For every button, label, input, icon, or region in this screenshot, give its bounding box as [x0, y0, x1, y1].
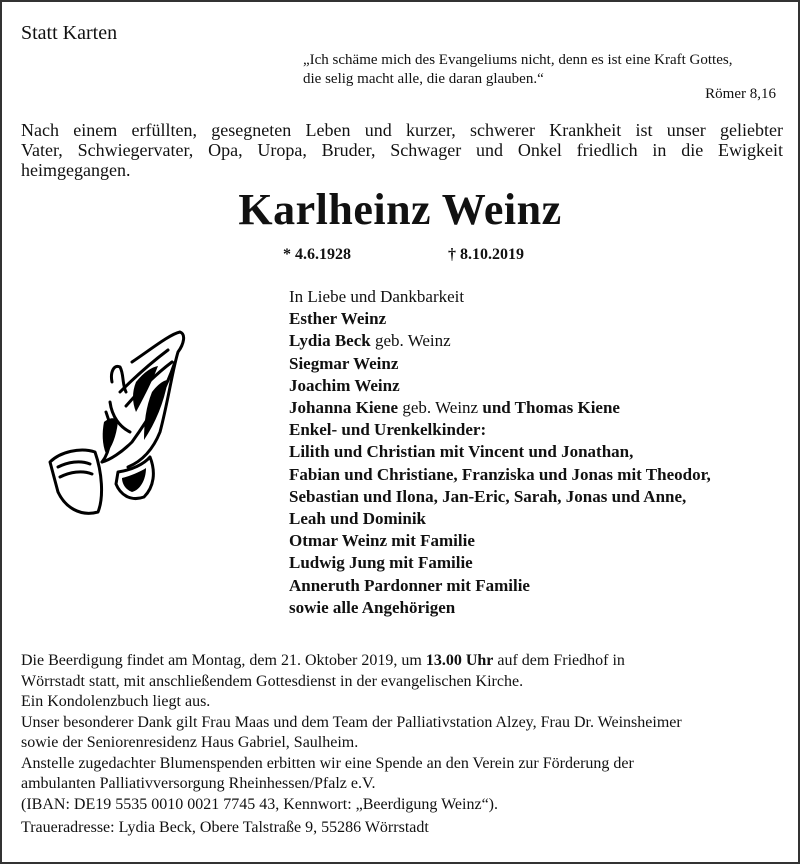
mourner-entry: Enkel- und Urenkelkinder:	[289, 420, 487, 440]
mourner-entry: Anneruth Pardonner mit Familie	[289, 575, 530, 595]
header-title: Statt Karten	[21, 22, 118, 44]
intro-line: Nach einem erfüllten, gesegneten Leben und kurzer, schwerer Krankheit ist unser geliebter	[21, 120, 783, 140]
mourner-entry: Joachim Weinz	[289, 375, 400, 395]
mourner-entry: Lilith und Christian mit Vincent und Jonathan,	[289, 442, 634, 462]
info-line: Wörrstadt statt, mit anschließendem Gottesdienst in der evangelischen Kirche.	[21, 672, 524, 690]
info-line: Ein Kondolenzbuch liegt aus.	[21, 693, 211, 710]
info-line: Unser besonderer Dank gilt Frau Maas und dem Team der Palliativstation Alzey, Frau Dr. Weinsheimer	[21, 713, 682, 731]
mourner-entry: Esther Weinz	[289, 309, 387, 329]
mourner-entry: Fabian und Christiane, Franziska und Jonas mit Theodor,	[289, 464, 711, 484]
mourner-entry: Otmar Weinz mit Familie	[289, 531, 475, 551]
mourner-entry: sowie alle Angehörigen	[289, 597, 456, 617]
deceased-name: Karlheinz Weinz	[238, 185, 562, 234]
quote-reference: Römer 8,16	[705, 86, 776, 102]
info-line: sowie der Seniorenresidenz Haus Gabriel, Saulheim.	[21, 734, 359, 751]
bible-quote	[303, 51, 732, 89]
intro-paragraph	[21, 120, 783, 180]
mourning-address: Traueradresse: Lydia Beck, Obere Talstraße 9, 55286 Wörrstadt	[21, 819, 429, 836]
quote-line: die selig macht alle, die daran glauben.“	[303, 71, 544, 87]
mourner-entry: Sebastian und Ilona, Jan-Eric, Sarah, Jonas und Anne,	[289, 486, 687, 506]
info-line: (IBAN: DE19 5535 0010 0021 7745 43, Kennwort: „Beerdigung Weinz“).	[21, 795, 498, 813]
praying-hands-icon	[40, 322, 190, 522]
info-line: Die Beerdigung findet am Montag, dem 21. Oktober 2019, um 13.00 Uhr auf dem Friedhof in	[21, 652, 625, 669]
mourner-entry: Lydia Beck geb. Weinz	[289, 331, 451, 351]
mourner-entry: Leah und Dominik	[289, 509, 426, 529]
intro-line: Vater, Schwiegervater, Opa, Uropa, Bruder, Schwager und Onkel friedlich in die Ewigkeit	[21, 140, 783, 160]
mourners-heading: In Liebe und Dankbarkeit	[289, 287, 465, 306]
death-date: † 8.10.2019	[448, 246, 524, 263]
mourners-list	[289, 286, 711, 619]
mourner-entry: Johanna Kiene geb. Weinz und Thomas Kiene	[289, 398, 620, 418]
info-line: ambulanten Palliativversorgung Rheinhessen/Pfalz e.V.	[21, 775, 376, 792]
mourner-entry: Ludwig Jung mit Familie	[289, 553, 473, 573]
intro-line: heimgegangen.	[21, 160, 131, 180]
mourner-entry: Siegmar Weinz	[289, 353, 399, 373]
info-line: Anstelle zugedachter Blumenspenden erbitten wir eine Spende an den Verein zur Förderung der	[21, 754, 634, 772]
birth-date: * 4.6.1928	[283, 246, 351, 263]
quote-line: „Ich schäme mich des Evangeliums nicht, denn es ist eine Kraft Gottes,	[303, 52, 733, 68]
funeral-info	[21, 651, 682, 815]
